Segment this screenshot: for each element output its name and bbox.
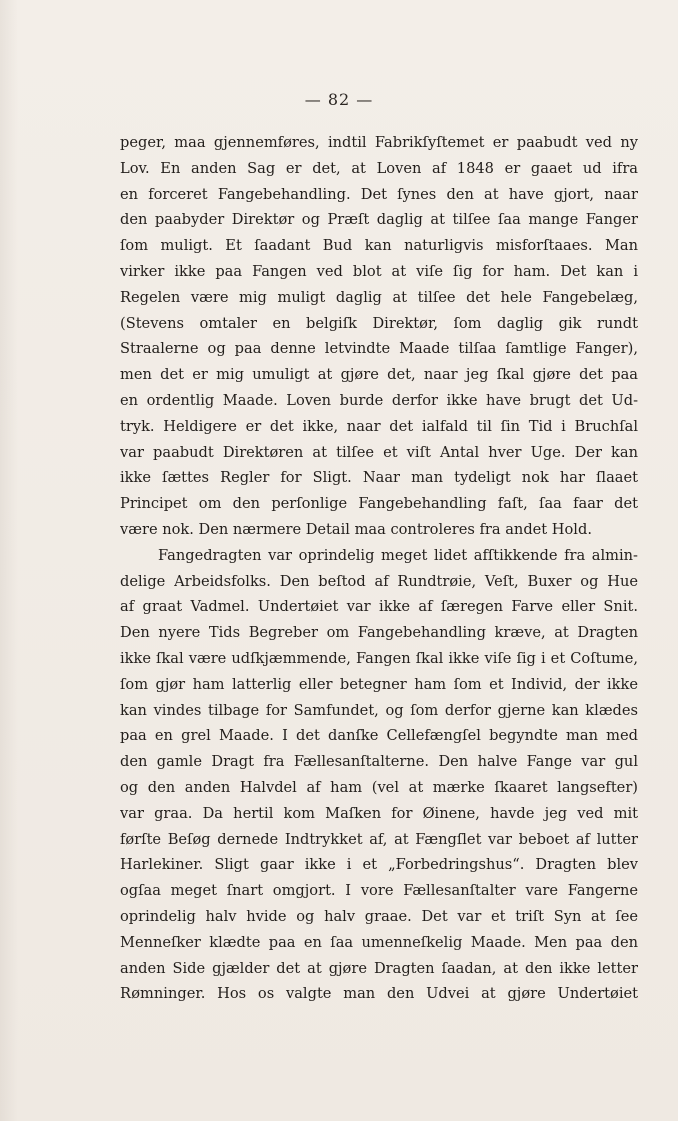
text-line: ſom gjør ham latterlig eller betegner ham ſom et Individ, der ikke (120, 675, 638, 693)
text-line: ikke ſættes Regler for Sligt. Naar man tydeligt nok har ſlaaet (120, 469, 638, 487)
text-line: Straalerne og paa denne letvindte Maade tilſaa ſamtlige Fanger), (120, 340, 638, 358)
text-line: den paabyder Direktør og Præſt daglig at tilſee ſaa mange Fanger (120, 211, 638, 229)
text-line: kan vindes tilbage for Samfundet, og ſom derfor gjerne kan klædes (120, 701, 638, 719)
text-line: virker ikke paa Fangen ved blot at viſe ſig for ham. Det kan i (120, 262, 638, 280)
text-line: paa en grel Maade. I det danſke Cellefængſel begyndte man med (120, 727, 638, 745)
text-line: var graa. Da hertil kom Maſken for Øinene, havde jeg ved mit (120, 804, 638, 822)
text-line: være nok. Den nærmere Detail maa controleres fra andet Hold. (120, 520, 592, 538)
text-line: en forceret Fangebehandling. Det ſynes den at have gjort, naar (120, 185, 638, 203)
text-line: og den anden Halvdel af ham (vel at mærke ſkaaret langsefter) (120, 778, 638, 796)
text-line: var paabudt Direktøren at tilſee et viſt Antal hver Uge. Der kan (120, 443, 638, 461)
text-line: Rømninger. Hos os valgte man den Udvei at gjøre Undertøiet (120, 985, 638, 1003)
text-line: Menneſker klædte paa en ſaa umenneſkelig Maade. Men paa den (120, 933, 638, 951)
text-line: førſte Beſøg dernede Indtrykket af, at Fængſlet var beboet af lutter (120, 830, 638, 848)
text-line: Harlekiner. Sligt gaar ikke i et „Forbedringshus“. Dragten blev (120, 856, 638, 874)
text-line: men det er mig umuligt at gjøre det, naar jeg ſkal gjøre det paa (120, 366, 638, 384)
text-line: anden Side gjælder det at gjøre Dragten ſaadan, at den ikke letter (120, 959, 638, 977)
text-line: tryk. Heldigere er det ikke, naar det ialfald til ſin Tid i Bruchſal (120, 417, 638, 435)
page-number: — 82 — (304, 90, 374, 109)
text-line: Regelen være mig muligt daglig at tilſee det hele Fangebelæg, (120, 288, 638, 306)
text-line: ikke ſkal være udſkjæmmende, Fangen ſkal ikke viſe ſig i et Coſtume, (120, 649, 638, 667)
text-line: Den nyere Tids Begreber om Fangebehandling kræve, at Dragten (120, 624, 638, 642)
text-line: Lov. En anden Sag er det, at Loven af 1848 er gaaet ud ifra (120, 159, 638, 177)
text-line: ſom muligt. Et ſaadant Bud kan naturligvis misforſtaaes. Man (120, 237, 638, 255)
text-line: (Stevens omtaler en belgiſk Direktør, ſom daglig gik rundt (120, 314, 638, 332)
text-line: Principet om den perſonlige Fangebehandling faſt, ſaa faar det (120, 495, 638, 513)
text-line: peger, maa gjennemføres, indtil Fabrikſyſtemet er paabudt ved ny (120, 134, 638, 151)
text-line: Fangedragten var oprindelig meget lidet afſtikkende fra almin- (158, 546, 638, 564)
text-line: ogſaa meget ſnart omgjort. I vore Fællesanſtalter vare Fangerne (120, 882, 638, 900)
text-line: en ordentlig Maade. Loven burde derfor ikke have brugt det Ud- (120, 391, 638, 409)
text-line: af graat Vadmel. Undertøiet var ikke af ſæregen Farve eller Snit. (120, 598, 638, 616)
text-line: oprindelig halv hvide og halv graae. Det var et triſt Syn at ſee (120, 907, 638, 925)
text-line: delige Arbeidsfolks. Den beſtod af Rundtrøie, Veſt, Buxer og Hue (120, 572, 638, 590)
text-line: den gamle Dragt fra Fællesanſtalterne. Den halve Fange var gul (120, 753, 638, 771)
body-text (120, 130, 638, 1007)
